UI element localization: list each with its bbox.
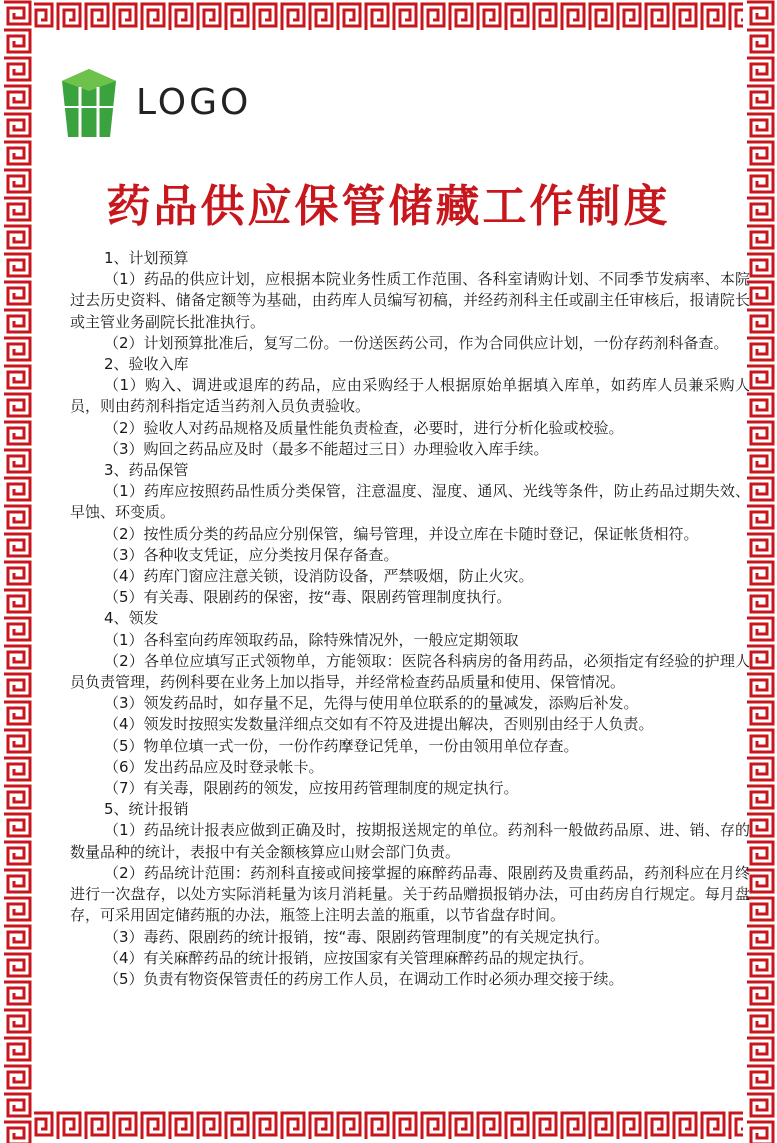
section-paragraph: （5）有关毒、限剧药的保密，按“毒、限剧药管理制度执行。 [104,588,512,607]
section-paragraph: （3）毒药、限剧药的统计报销，按“毒、限剧药管理制度”的有关规定执行。 [104,927,610,946]
regulation-content [70,248,750,990]
border-top [0,0,777,34]
section-paragraph: （2）各单位应填写正式领物单，方能领取：医院各科病房的备用药品，必须指定有经验的护理人员负责管理，药例科要在业务上加以指导，并经常检查药品质量和使用、保管情况。 [70,651,750,692]
section-paragraph: （3）各种收支凭证，应分类按月保存备查。 [104,545,399,564]
section-paragraph: （3）领发药品时，如存量不足，先得与使用单位联系的的量减发，添购后补发。 [104,694,639,713]
section-heading: 1、计划预算 [104,249,189,267]
section-paragraph: （1）药品的供应计划，应根据本院业务性质工作范围、各科室请购计划、不同季节发病率、本院过去历史资料、储备定额等为基础，由药库人员编写初稿，并经药剂科主任或副主任审核后，报请院长或主管业务副院长批准执行。 [70,270,750,331]
section-paragraph: （1）各科室向药库领取药品，除特殊情况外，一般应定期领取 [104,630,519,649]
section-paragraph: （2）药品统计范围：药剂科直接或间接掌握的麻醉药品毒、限剧药及贵重药品，药剂科应在月终进行一次盘存，以处方实际消耗量为该月消耗量。关于药品赠损报销办法，可由药房自行规定。每月盘存，可采用固定储药瓶的办法，瓶签上注明去盖的瓶重，以节省盘存时间。 [70,863,750,925]
logo [60,65,251,140]
section-paragraph: （1）药品统计报表应做到正确及时，按期报送规定的单位。药剂科一般做药品原、进、销、存的数量品种的统计，表报中有关金额核算应山财会部门负责。 [70,821,750,861]
section-plan-budget [70,248,750,354]
section-paragraph: （1）药库应按照药品性质分类保管，注意温度、湿度、通风、光线等条件，防止药品过期失效、早蚀、环变质。 [70,482,750,522]
page-title: 药品供应保管储藏工作制度 [106,181,671,232]
section-paragraph: （2）按性质分类的药品应分别保管，编号管理，并设立库在卡随时登记，保证帐货相符。 [104,524,699,543]
section-paragraph: （4）有关麻醉药品的统计报销，应按国家有关管理麻醉药品的规定执行。 [104,948,594,967]
section-issuing [70,608,750,799]
section-paragraph: （4）领发时按照实发数量洋细点交如有不符及进提出解决，否则别由经于人负责。 [104,715,654,734]
section-paragraph: （2）验收人对药品规格及质量性能负责检查，必要时，进行分析化验或校验。 [104,418,624,437]
section-paragraph: （5）物单位填一式一份，一份作药摩登记凭单，一份由领用单位存查。 [104,736,579,755]
section-receiving [70,354,750,460]
section-paragraph: （5）负责有物资保管责任的药房工作人员，在调动工作时必须办理交接于续。 [104,969,624,988]
border-bottom [0,1109,777,1143]
logo-icon [60,67,118,139]
section-paragraph: （2）计划预算批准后，复写二份。一份送医药公司，作为合同供应计划，一份存药剂科备查。 [104,333,729,352]
section-heading: 4、领发 [104,609,159,628]
logo-text: LOGO [136,82,252,123]
section-heading: 5、统计报销 [104,800,189,819]
section-statistics [70,799,750,990]
section-paragraph: （4）药库门窗应注意关锁，设消防设备，严禁吸烟，防止火灾。 [104,567,534,586]
section-paragraph: （3）购回之药品应及时（最多不能超过三日）办理验收入库手续。 [104,439,549,458]
section-heading: 2、验收入库 [104,355,189,374]
section-paragraph: （6）发出药品应及时登录帐卡。 [104,757,324,776]
section-storage [70,460,750,608]
section-heading: 3、药品保管 [104,461,189,480]
section-paragraph: （1）购入、调进或退库的药品，应由采购经于人根据原始单据填入库单，如药库人员兼采购人员，则由药剂科指定适当药剂入员负责验收。 [70,376,750,416]
border-left [0,0,34,1143]
section-paragraph: （7）有关毒，限剧药的领发，应按用药管理制度的规定执行。 [104,779,519,798]
